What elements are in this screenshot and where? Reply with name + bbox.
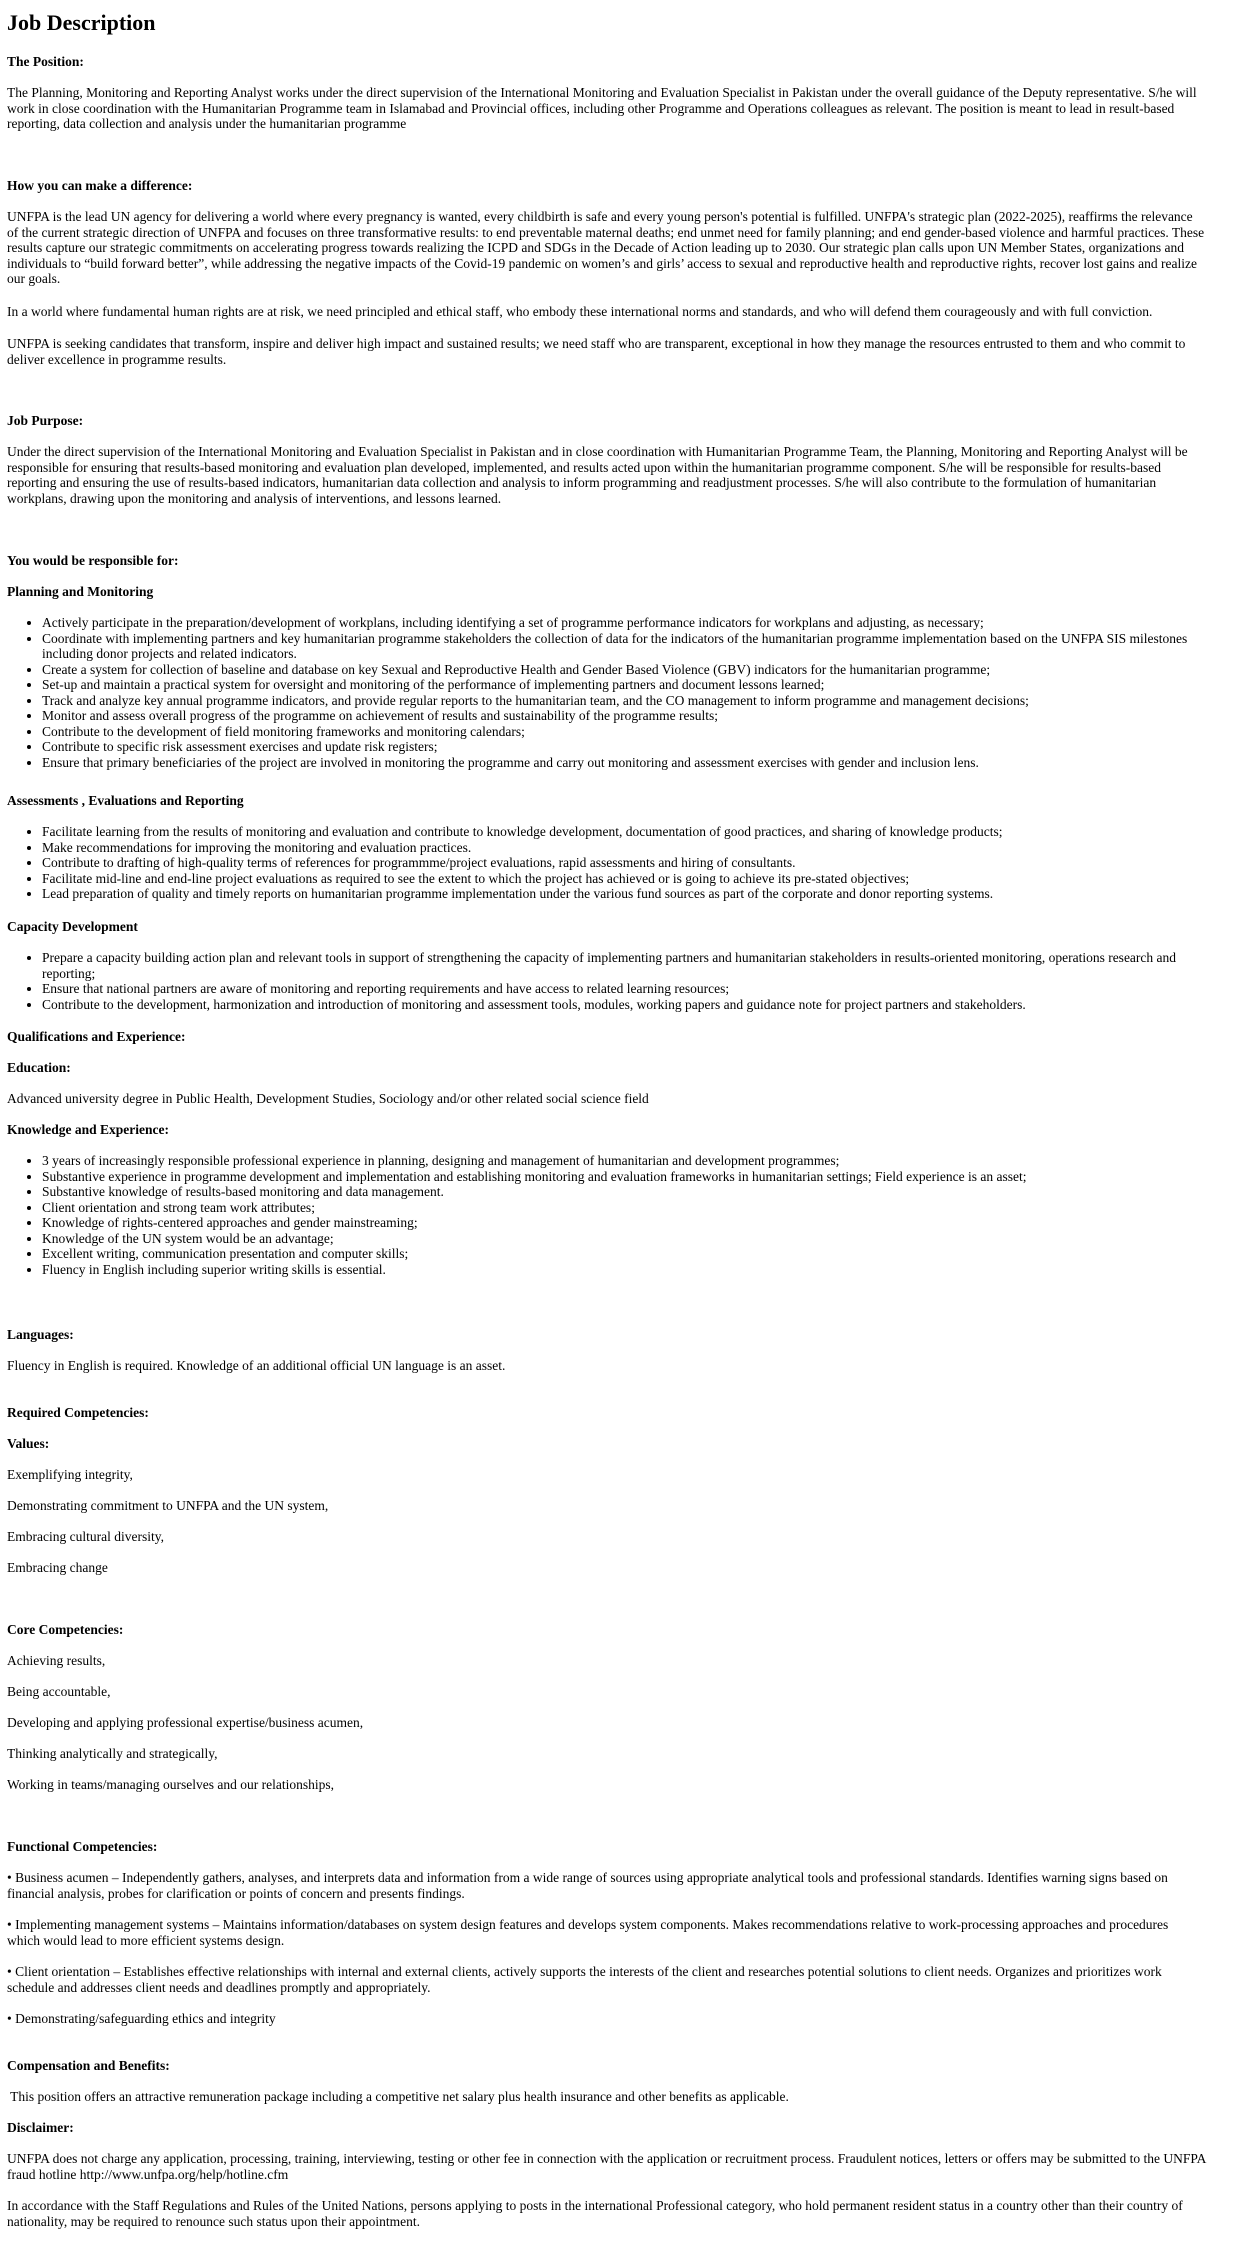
list-item: • Ensure that primary beneficiaries of the project are involved in monitoring the programme and carry out monitoring and assessment exercises with gender and inclusion lens. — [42, 755, 1248, 771]
list-item: • 3 years of increasingly responsible professional experience in planning, designing and management of humanitarian and development programmes; — [42, 1153, 1248, 1169]
value-item: Exemplifying integrity, — [7, 1467, 133, 1482]
compensation-text: This position offers an attractive remuneration package including a competitive net salary plus health insurance and other benefits as applicable. — [7, 2089, 789, 2104]
list-item: • Excellent writing, communication presentation and computer skills; — [42, 1246, 1248, 1262]
knowledge-list — [7, 1153, 1248, 1277]
text-line: schedule and addresses client needs and deadlines promptly and appropriately. — [7, 1979, 431, 1995]
text-line: fraud hotline http://www.unfpa.org/help/hotline.cfm — [7, 2166, 289, 2182]
list-item: • Actively participate in the preparation/development of workplans, including identifying a set of programme performance indicators for workplans and adjusting, as necessary; — [42, 615, 1248, 631]
planning-list-wrap — [7, 615, 1248, 770]
education-heading: Education: — [7, 1060, 71, 1075]
languages-text: Fluency in English is required. Knowledge of an additional official UN language is an asset. — [7, 1358, 506, 1373]
list-item-text: Prepare a capacity building action plan and relevant tools in support of strengthening the capacity of implementing partners and humanitarian stakeholders in results-oriented monitoring, operations research and — [42, 950, 1177, 965]
text-line: reporting and ensuring the use of results-based indicators, humanitarian data collection and analysis to inform programming and readjustment processes. S/he will also contribute to the formulation of humanitarian — [7, 475, 1157, 490]
text-line: financial analysis, probes for clarification or points of concern and presents findings. — [7, 1885, 465, 1901]
job-description-document — [7, 0, 1248, 2244]
text-line: of the current strategic direction of UNFPA and focuses on three transformative results: to end preventable maternal deaths; end unmet need for family planning; and end gender-based violence and harmful practices. These — [7, 224, 1205, 240]
list-item: • Knowledge of the UN system would be an advantage; — [42, 1231, 1248, 1247]
value-item: Demonstrating commitment to UNFPA and the UN system, — [7, 1498, 329, 1513]
text-line: deliver excellence in programme results. — [7, 351, 227, 367]
functional-item — [7, 1917, 1248, 1948]
education-text: Advanced university degree in Public Health, Development Studies, Sociology and/or other related social science field — [7, 1091, 649, 1106]
text-line: Under the direct supervision of the International Monitoring and Evaluation Specialist in Pakistan and in close coordination with Humanitarian Programme Team, the Planning, Monitoring and Reporting Analyst will be — [7, 444, 1188, 459]
text-line: • Demonstrating/safeguarding ethics and integrity — [7, 2011, 276, 2026]
text-line: • Business acumen – Independently gathers, analyses, and interprets data and information from a wide range of sources using appropriate analytical tools and professional standards. Identifies warning signs based on — [7, 1870, 1168, 1885]
planning-list — [7, 615, 1248, 770]
core-competencies-heading: Core Competencies: — [7, 1622, 124, 1637]
text-line: workplans, drawing upon the monitoring and analysis of interventions, and lessons learned. — [7, 490, 502, 506]
core-item: Thinking analytically and strategically, — [7, 1746, 218, 1761]
list-item-text: Coordinate with implementing partners and key humanitarian programme stakeholders the collection of data for the indicators of the humanitarian programme implementation based on the UNFPA SIS milestones — [42, 630, 1188, 646]
assessments-list-wrap — [7, 824, 1248, 902]
list-item: • Make recommendations for improving the monitoring and evaluation practices. — [42, 840, 1248, 856]
text-line: In accordance with the Staff Regulations and Rules of the United Nations, persons applying to posts in the international Professional category, who hold permanent resident status in a country other than their country of — [7, 2198, 1183, 2213]
list-item — [42, 631, 1248, 662]
text-line: UNFPA does not charge any application, processing, training, interviewing, testing or other fee in connection with the application or recruitment process. Fraudulent notices, letters or offers may be submitted to the UNFPA — [7, 2151, 1207, 2166]
compensation-heading: Compensation and Benefits: — [7, 2058, 170, 2073]
difference-heading: How you can make a difference: — [7, 178, 193, 193]
functional-competencies-heading: Functional Competencies: — [7, 1839, 158, 1854]
list-item-continuation: reporting; — [42, 965, 96, 981]
value-item: Embracing change — [7, 1560, 108, 1575]
list-item: • Contribute to drafting of high-quality terms of references for programmme/project evaluations, rapid assessments and hiring of consultants. — [42, 855, 1248, 871]
responsible-heading: You would be responsible for: — [7, 553, 179, 568]
list-item — [42, 950, 1248, 981]
disclaimer-heading: Disclaimer: — [7, 2120, 74, 2135]
list-item: • Monitor and assess overall progress of the programme on achievement of results and sustainability of the programme results; — [42, 708, 1248, 724]
core-item: Being accountable, — [7, 1684, 111, 1699]
knowledge-list-wrap — [7, 1153, 1248, 1277]
list-item: • Create a system for collection of baseline and database on key Sexual and Reproductive Health and Gender Based Violence (GBV) indicators for the humanitarian programme; — [42, 662, 1248, 678]
competencies-heading: Required Competencies: — [7, 1405, 149, 1420]
disclaimer-paragraph-2 — [7, 2198, 1248, 2229]
functional-item — [7, 1870, 1248, 1901]
list-item: • Lead preparation of quality and timely reports on humanitarian programme implementation under the various fund sources as part of the corporate and donor reporting systems. — [42, 886, 1248, 902]
value-item: Embracing cultural diversity, — [7, 1529, 164, 1544]
position-heading: The Position: — [7, 54, 84, 69]
planning-heading: Planning and Monitoring — [7, 584, 154, 599]
core-item: Working in teams/managing ourselves and our relationships, — [7, 1777, 334, 1792]
list-item: • Client orientation and strong team work attributes; — [42, 1200, 1248, 1216]
purpose-text — [7, 444, 1248, 506]
list-item-continuation: including donor projects and related indicators. — [42, 646, 297, 661]
text-line: The Planning, Monitoring and Reporting Analyst works under the direct supervision of the International Monitoring and Evaluation Specialist in Pakistan under the overall guidance of the Deputy representative. S/he will — [7, 85, 1197, 100]
difference-paragraph-3 — [7, 336, 1248, 367]
text-line: our goals. — [7, 271, 61, 286]
core-item: Achieving results, — [7, 1653, 106, 1668]
text-line: results capture our strategic commitments on accelerating progress towards realizing the ICPD and SDGs in the Decade of Action leading up to 2030. Our strategic plan calls upon UN Member States, organizations and — [7, 240, 1184, 255]
text-line: UNFPA is the lead UN agency for delivering a world where every pregnancy is wanted, every childbirth is safe and every young person's potential is fulfilled. UNFPA's strategic plan (2022-2025), reaffirms the relevance — [7, 209, 1193, 224]
text-line: reporting, data collection and analysis under the humanitarian programme — [7, 116, 407, 131]
assessments-heading: Assessments , Evaluations and Reporting — [7, 793, 244, 808]
list-item: • Contribute to specific risk assessment exercises and update risk registers; — [42, 739, 1248, 755]
list-item: • Contribute to the development of field monitoring frameworks and monitoring calendars; — [42, 724, 1248, 740]
qualifications-heading: Qualifications and Experience: — [7, 1029, 186, 1044]
list-item: • Substantive knowledge of results-based monitoring and data management. — [42, 1184, 1248, 1200]
functional-item — [7, 2011, 1248, 2027]
list-item: • Facilitate learning from the results of monitoring and evaluation and contribute to knowledge development, documentation of good practices, and sharing of knowledge products; — [42, 824, 1248, 840]
page-title: Job Description — [7, 10, 156, 35]
list-item: • Knowledge of rights-centered approaches and gender mainstreaming; — [42, 1215, 1248, 1231]
capacity-list — [7, 950, 1248, 1012]
list-item: • Fluency in English including superior writing skills is essential. — [42, 1262, 1248, 1278]
text-line: which would lead to more efficient systems design. — [7, 1932, 285, 1948]
difference-paragraph-1 — [7, 209, 1248, 287]
knowledge-heading: Knowledge and Experience: — [7, 1122, 169, 1137]
text-line: • Implementing management systems – Maintains information/databases on system design features and develops system components. Makes recommendations relative to work-processing approaches and procedures — [7, 1917, 1169, 1932]
values-heading: Values: — [7, 1436, 50, 1451]
capacity-heading: Capacity Development — [7, 919, 138, 934]
difference-paragraph-2: In a world where fundamental human rights are at risk, we need principled and ethical staff, who embody these international norms and standards, and who will defend them courageously and with full conviction. — [7, 304, 1153, 319]
list-item: • Set-up and maintain a practical system for oversight and monitoring of the performance of implementing partners and document lessons learned; — [42, 677, 1248, 693]
disclaimer-paragraph-1 — [7, 2151, 1248, 2182]
position-text — [7, 85, 1248, 132]
core-item: Developing and applying professional expertise/business acumen, — [7, 1715, 364, 1730]
languages-heading: Languages: — [7, 1327, 74, 1342]
text-line: nationality, may be required to renounce such status upon their appointment. — [7, 2213, 421, 2229]
list-item: • Track and analyze key annual programme indicators, and provide regular reports to the humanitarian team, and the CO management to inform programme and management decisions; — [42, 693, 1248, 709]
list-item: • Facilitate mid-line and end-line project evaluations as required to see the extent to which the project has achieved or is going to achieve its pre-stated objectives; — [42, 871, 1248, 887]
list-item: • Substantive experience in programme development and implementation and establishing monitoring and evaluation frameworks in humanitarian settings; Field experience is an asset; — [42, 1169, 1248, 1185]
text-line: UNFPA is seeking candidates that transform, inspire and deliver high impact and sustained results; we need staff who are transparent, exceptional in how they manage the resources entrusted to them and who commit to — [7, 336, 1186, 351]
functional-item — [7, 1964, 1248, 1995]
purpose-heading: Job Purpose: — [7, 413, 84, 428]
list-item: • Ensure that national partners are aware of monitoring and reporting requirements and have access to related learning resources; — [42, 981, 1248, 997]
text-line: • Client orientation – Establishes effective relationships with internal and external clients, actively supports the interests of the client and researches potential solutions to client needs. Organizes and prioritizes work — [7, 1964, 1162, 1979]
text-line: responsible for ensuring that results-based monitoring and evaluation plan developed, implemented, and results acted upon within the humanitarian programme component. S/he will be responsible for results-based — [7, 459, 1161, 475]
assessments-list — [7, 824, 1248, 902]
text-line: work in close coordination with the Humanitarian Programme team in Islamabad and Provincial offices, including other Programme and Operations colleagues as relevant. The position is meant to lead in result-based — [7, 100, 1175, 116]
list-item: • Contribute to the development, harmonization and introduction of monitoring and assessment tools, modules, working papers and guidance note for project partners and stakeholders. — [42, 997, 1248, 1013]
text-line: individuals to “build forward better”, while addressing the negative impacts of the Covid-19 pandemic on women’s and girls’ access to sexual and reproductive health and reproductive rights, recover lost gains and realize — [7, 255, 1198, 271]
capacity-list-wrap — [7, 950, 1248, 1012]
